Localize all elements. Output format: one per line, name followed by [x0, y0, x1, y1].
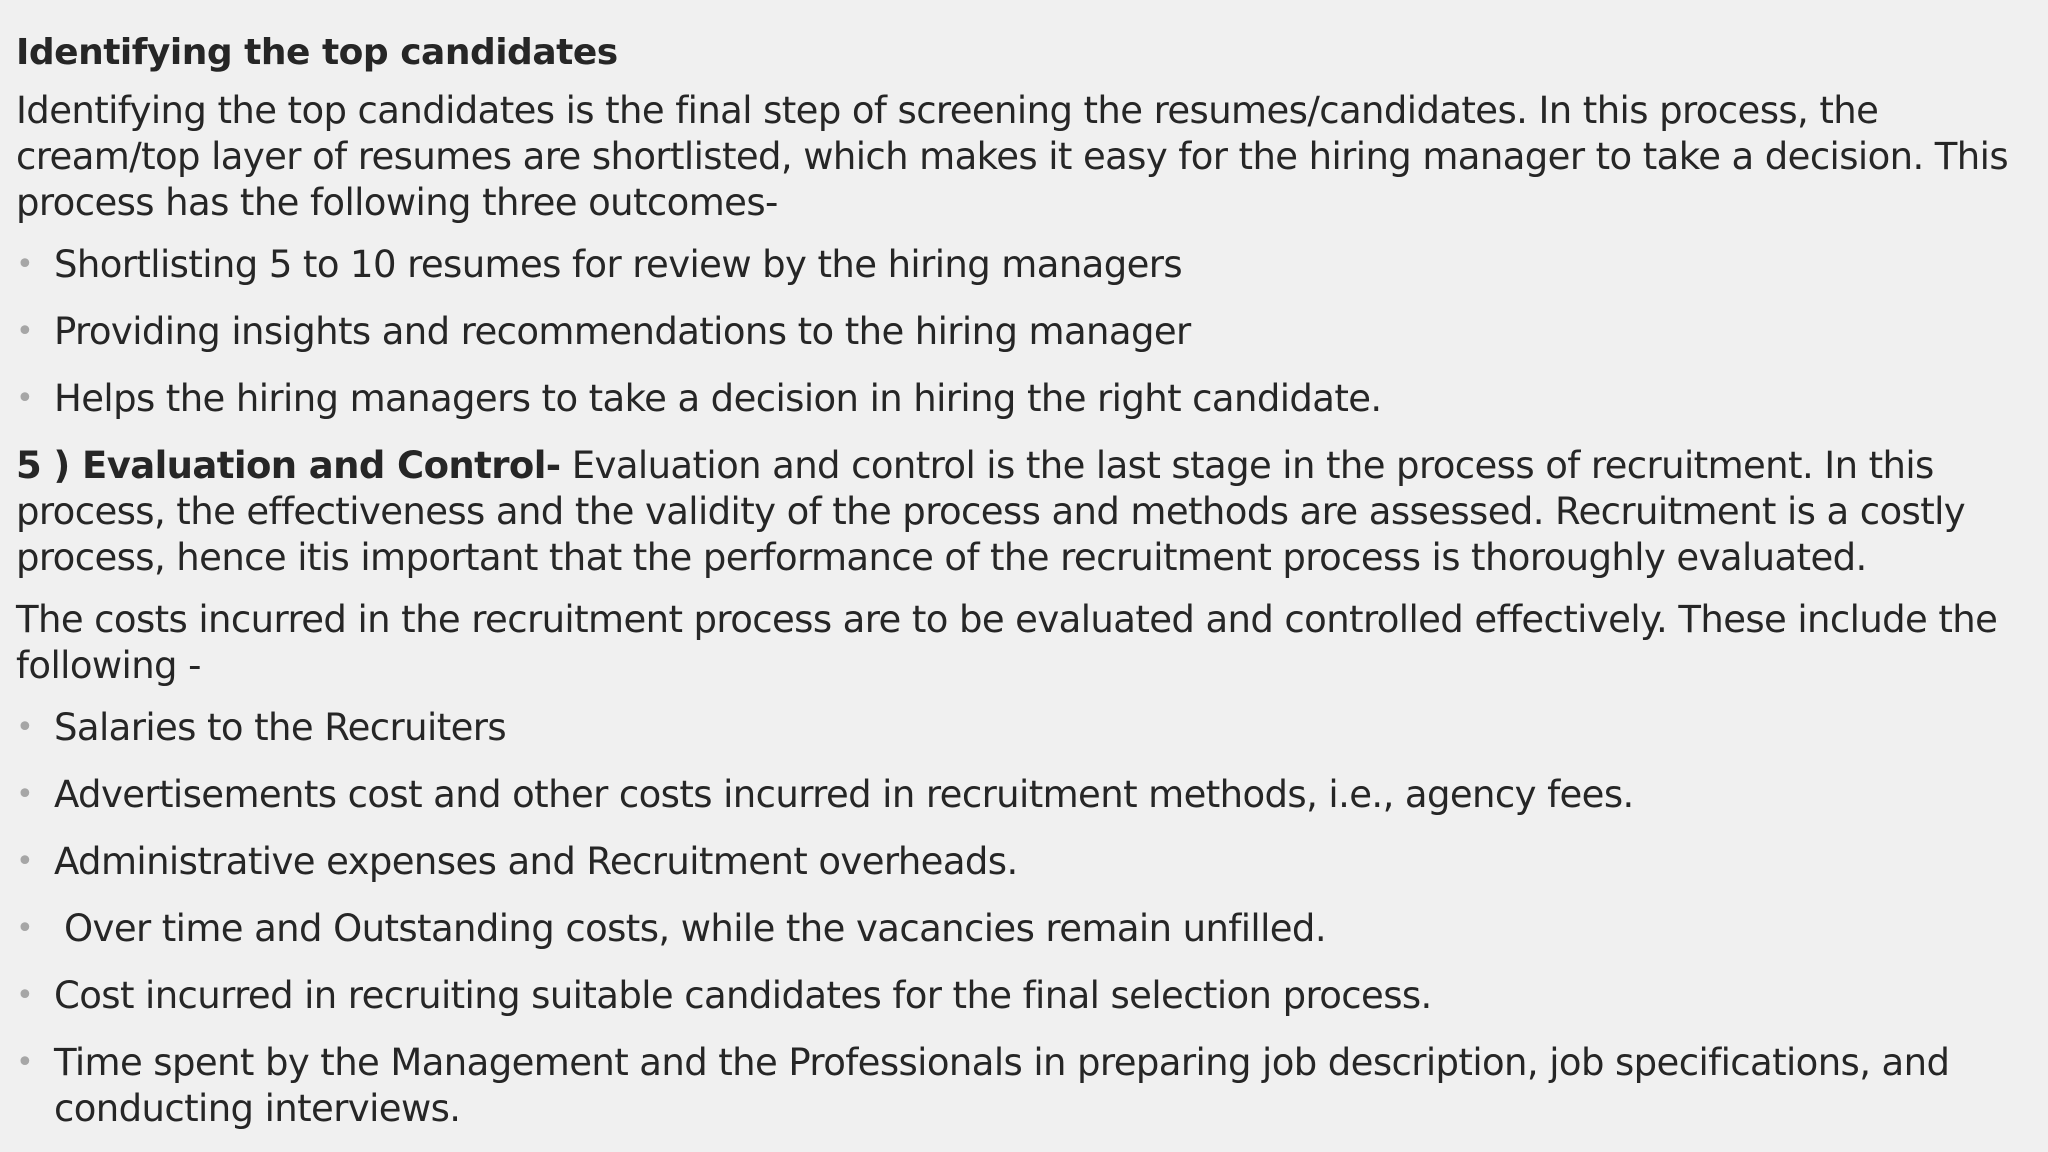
- list-item-text: Cost incurred in recruiting suitable candidates for the final selection process.: [54, 974, 1432, 1017]
- list-item: [16, 376, 2026, 422]
- list-item-text: Time spent by the Management and the Professionals in preparing job description, job specifications, and conducting interviews.: [54, 1041, 1950, 1130]
- costs-list: [16, 705, 2026, 1132]
- list-item: [16, 973, 2026, 1019]
- list-item: [16, 839, 2026, 885]
- list-item: [16, 772, 2026, 818]
- bullet-icon: •: [16, 314, 34, 349]
- list-item: [16, 309, 2026, 355]
- list-item-text: Over time and Outstanding costs, while the vacancies remain unfilled.: [64, 907, 1326, 950]
- evaluation-paragraph: [16, 443, 2026, 581]
- bullet-icon: •: [16, 777, 34, 812]
- list-item: [16, 1040, 2026, 1132]
- section-intro-paragraph: Identifying the top candidates is the final step of screening the resumes/candidates. In this process, the cream/top layer of resumes are shortlisted, which makes it easy for the hiring manager to take a decision. This process has the following three outcomes-: [16, 89, 2009, 224]
- bullet-icon: •: [16, 381, 34, 416]
- bullet-icon: •: [16, 1045, 34, 1080]
- evaluation-lead: 5 ) Evaluation and Control-: [16, 444, 561, 487]
- list-item-text: Administrative expenses and Recruitment overheads.: [54, 840, 1018, 883]
- list-item: [16, 906, 2026, 952]
- list-item-text: Providing insights and recommendations to the hiring manager: [54, 310, 1191, 353]
- evaluation-text: Evaluation and control is the last stage in the process of recruitment. In this process, the effectiveness and the validity of the process and methods are assessed. Recruitment is a costly process, hence itis important that the performance of the recruitment process is thoroughly evaluated.: [16, 444, 1966, 579]
- bullet-icon: •: [16, 247, 34, 282]
- bullet-icon: •: [16, 710, 34, 745]
- list-item: [16, 242, 2026, 288]
- list-item-text: Helps the hiring managers to take a decision in hiring the right candidate.: [54, 377, 1382, 420]
- list-item-text: Advertisements cost and other costs incurred in recruitment methods, i.e., agency fees.: [54, 773, 1634, 816]
- list-item: [16, 705, 2026, 751]
- bullet-icon: •: [16, 978, 34, 1013]
- costs-intro-paragraph: The costs incurred in the recruitment process are to be evaluated and controlled effectively. These include the following -: [16, 598, 1998, 687]
- outcomes-list: [16, 242, 2026, 422]
- section-heading: Identifying the top candidates: [16, 32, 618, 73]
- list-item-text: Shortlisting 5 to 10 resumes for review by the hiring managers: [54, 243, 1183, 286]
- list-item-text: Salaries to the Recruiters: [54, 706, 507, 749]
- bullet-icon: •: [16, 844, 34, 879]
- bullet-icon: •: [16, 911, 34, 946]
